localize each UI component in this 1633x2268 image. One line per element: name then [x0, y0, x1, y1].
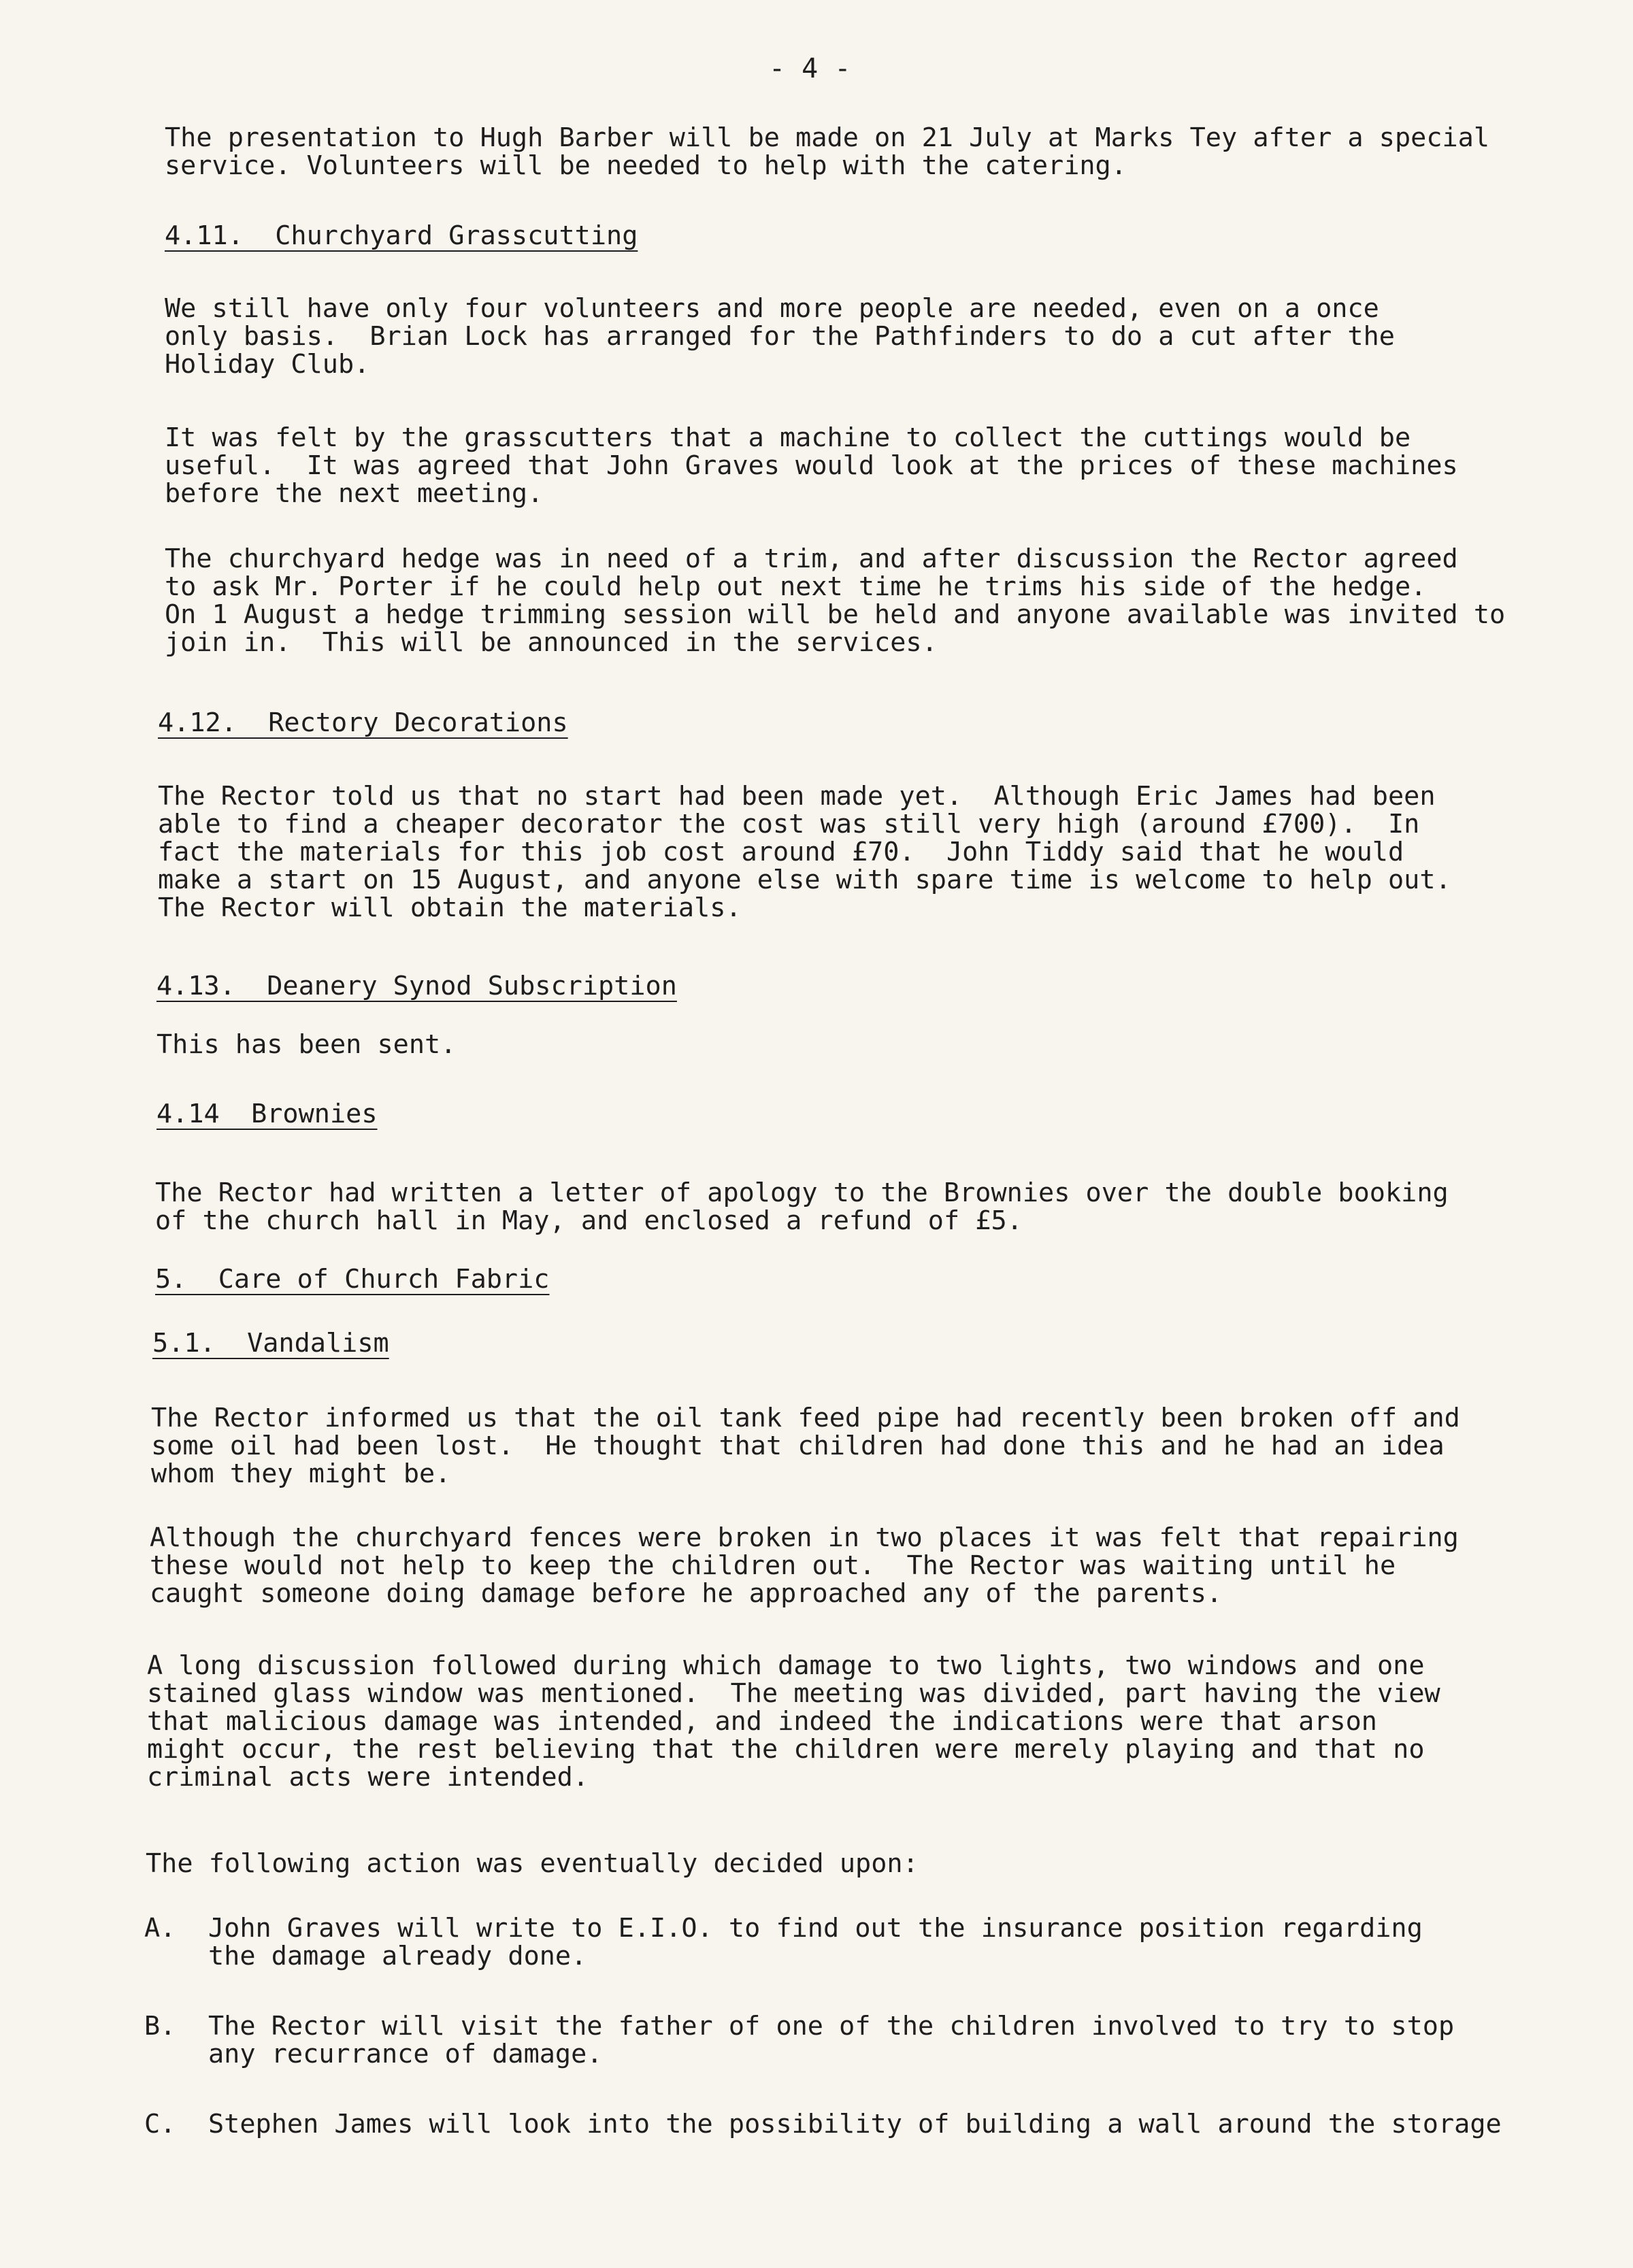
text-line: of the church hall in May, and enclosed a refund of £5. — [155, 1205, 1023, 1236]
text-line: The Rector told us that no start had been made yet. Although Eric James had been — [158, 781, 1436, 812]
paragraph-5-1-b — [150, 1524, 1459, 1607]
text-line: Stephen James will look into the possibility of building a wall around the storage — [208, 2109, 1502, 2139]
text-line: that malicious damage was intended, and indeed the indications were that arson — [147, 1706, 1377, 1737]
text-line: The Rector will obtain the materials. — [158, 893, 742, 923]
text-line: It was felt by the grasscutters that a machine to collect the cuttings would be — [165, 422, 1411, 453]
heading-4-14: 4.14 Brownies — [156, 1099, 378, 1129]
text-line: We still have only four volunteers and more people are needed, even on a once — [165, 293, 1379, 324]
action-label: C. — [144, 2109, 176, 2139]
paragraph-5-1-d: The following action was eventually decided upon: — [146, 1848, 919, 1879]
paragraph-4-11-c — [165, 545, 1505, 656]
text-line: On 1 August a hedge trimming session will be held and anyone available was invited to — [165, 599, 1506, 630]
paragraph-5-1-c — [147, 1652, 1440, 1791]
text-line: useful. It was agreed that John Graves would look at the prices of these machines — [165, 450, 1458, 481]
text-line: The Rector had written a letter of apology to the Brownies over the double booking — [155, 1178, 1449, 1208]
text-line: caught someone doing damage before he approached any of the parents. — [150, 1578, 1223, 1609]
heading-5: 5. Care of Church Fabric — [155, 1264, 550, 1295]
text-line: the damage already done. — [208, 1941, 587, 1971]
paragraph-4-13: This has been sent. — [156, 1029, 457, 1060]
text-line: whom they might be. — [151, 1458, 451, 1489]
text-line: The presentation to Hugh Barber will be made on 21 July at Marks Tey after a special — [165, 122, 1490, 153]
paragraph-4-11-a — [165, 295, 1395, 378]
text-line: able to find a cheaper decorator the cost was still very high (around £700). In — [158, 809, 1420, 839]
heading-4-12: 4.12. Rectory Decorations — [158, 707, 568, 738]
text-line: any recurrance of damage. — [208, 2039, 603, 2069]
text-line: The churchyard hedge was in need of a trim, and after discussion the Rector agreed — [165, 544, 1458, 574]
text-line: stained glass window was mentioned. The meeting was divided, part having the view — [147, 1678, 1440, 1709]
text-line: Holiday Club. — [165, 349, 370, 380]
text-line: join in. This will be announced in the services. — [165, 627, 938, 658]
text-line: The Rector will visit the father of one of the children involved to try to stop — [208, 2011, 1455, 2041]
paragraph-4-14 — [155, 1179, 1449, 1235]
heading-4-11: 4.11. Churchyard Grasscutting — [165, 220, 638, 251]
text-line: before the next meeting. — [165, 478, 544, 509]
text-line: some oil had been lost. He thought that children had done this and he had an idea — [151, 1431, 1445, 1461]
text-line: Although the churchyard fences were broken in two places it was felt that repairing — [150, 1522, 1459, 1553]
text-line: service. Volunteers will be needed to help with the catering. — [165, 150, 1127, 181]
text-line: The Rector informed us that the oil tank feed pipe had recently been broken off and — [151, 1403, 1460, 1433]
text-line: to ask Mr. Porter if he could help out next time he trims his side of the hedge. — [165, 571, 1427, 602]
text-line: criminal acts were intended. — [147, 1762, 589, 1792]
text-line: make a start on 15 August, and anyone else with spare time is welcome to help out. — [158, 865, 1451, 895]
action-text — [208, 1914, 1423, 1970]
paragraph-4-11-b — [165, 424, 1458, 507]
text-line: might occur, the rest believing that the children were merely playing and that no — [147, 1734, 1425, 1765]
action-label: B. — [144, 2011, 176, 2041]
text-line: John Graves will write to E.I.O. to find out the insurance position regarding — [208, 1913, 1423, 1944]
action-label: A. — [144, 1913, 176, 1944]
heading-4-13: 4.13. Deanery Synod Subscription — [156, 971, 677, 1001]
paragraph-5-1-a — [151, 1404, 1460, 1488]
action-text — [208, 2110, 1502, 2138]
text-line: A long discussion followed during which damage to two lights, two windows and one — [147, 1650, 1425, 1681]
page-number: - 4 - — [769, 53, 851, 84]
paragraph-presentation — [165, 124, 1489, 180]
heading-5-1: 5.1. Vandalism — [152, 1328, 389, 1358]
text-line: only basis. Brian Lock has arranged for the Pathfinders to do a cut after the — [165, 321, 1395, 352]
action-text — [208, 2012, 1454, 2068]
text-line: fact the materials for this job cost around £70. John Tiddy said that he would — [158, 837, 1404, 867]
paragraph-4-12 — [158, 782, 1451, 922]
text-line: these would not help to keep the children out. The Rector was waiting until he — [150, 1550, 1396, 1581]
